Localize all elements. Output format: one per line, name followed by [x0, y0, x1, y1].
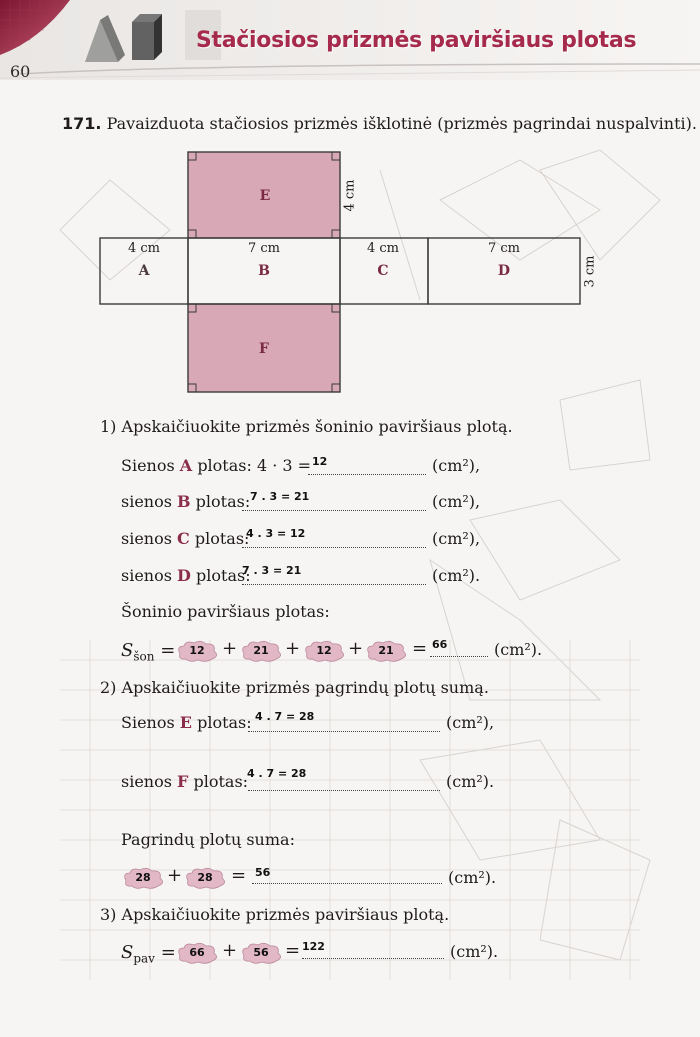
- son-term-4: [365, 640, 407, 662]
- son-unit: (cm²).: [494, 640, 543, 659]
- row-B-letter: B: [177, 492, 191, 511]
- son-term-3: [303, 640, 345, 662]
- row-C-answer-line: [242, 547, 426, 548]
- row-E-answer-line: [248, 731, 440, 732]
- son-term-1-value: 12: [189, 644, 205, 657]
- base-unit: (cm²).: [448, 868, 497, 887]
- pav-answer: 122: [302, 940, 325, 953]
- equals-pav: =: [285, 940, 301, 961]
- page-title: Stačiosios prizmės paviršiaus plotas: [196, 28, 637, 53]
- row-A-label: [121, 456, 311, 475]
- row-D-answer-line: [242, 584, 426, 585]
- base-term-2: [184, 867, 226, 889]
- row-D-letter: D: [177, 566, 191, 585]
- row-C-answer: 4 . 3 = 12: [246, 527, 306, 540]
- row-A-answer: 12: [312, 455, 328, 468]
- row-F-label: [121, 772, 248, 791]
- face-E-letter: E: [259, 188, 271, 204]
- row-B-label: [121, 492, 250, 511]
- part2-title: 2) Apskaičiuokite prizmės pagrindų plotų sumą.: [100, 678, 489, 697]
- plus-2: +: [285, 638, 301, 659]
- base-term-1-value: 28: [135, 871, 151, 884]
- equals-base: =: [231, 865, 247, 886]
- son-term-4-value: 21: [378, 644, 394, 657]
- row-D-suffix: plotas:: [196, 566, 251, 585]
- equals-son: =: [412, 638, 428, 659]
- row-A-prefix: Sienos: [121, 456, 175, 475]
- row-B-answer: 7 . 3 = 21: [250, 490, 310, 503]
- row-B-answer-line: [242, 510, 426, 511]
- face-E-dim: 4 cm: [342, 179, 358, 212]
- row-F-unit: (cm²).: [446, 772, 495, 791]
- row-C-suffix: plotas:: [194, 529, 250, 548]
- row-D-answer: 7 . 3 = 21: [242, 564, 302, 577]
- sum-son-s: S: [121, 640, 134, 661]
- row-E-suffix: plotas:: [197, 713, 252, 732]
- pav-answer-line: [302, 958, 444, 959]
- row-F-prefix: sienos: [121, 772, 172, 791]
- pav-unit: (cm²).: [450, 942, 499, 961]
- row-A-answer-line: [308, 474, 426, 475]
- row-A-expr: 4 · 3 =: [256, 456, 312, 475]
- row-D-label: [121, 566, 251, 585]
- row-A-unit: (cm²),: [432, 456, 481, 475]
- task-text: Pavaizduota stačiosios prizmės išklotinė (prizmės pagrindai nuspalvinti).: [106, 114, 697, 133]
- row-C-prefix: sienos: [121, 529, 172, 548]
- row-D-prefix: sienos: [121, 566, 172, 585]
- sum-pav-symbol: $S_{pav}$ =: [121, 942, 176, 966]
- part1-title: 1) Apskaičiuokite prizmės šoninio paviršiaus plotą.: [100, 417, 513, 436]
- base-term-1: [122, 867, 164, 889]
- row-B-suffix: plotas:: [195, 492, 251, 511]
- height-dim: 3 cm: [582, 255, 598, 288]
- son-answer: 66: [432, 638, 448, 651]
- row-F-suffix: plotas:: [193, 772, 249, 791]
- face-A-dim: 4 cm: [127, 241, 160, 256]
- plus-pav: +: [222, 940, 238, 961]
- plus-1: +: [222, 638, 238, 659]
- sum-son-symbol: $S_{šon}$ =: [121, 640, 176, 664]
- face-B-letter: B: [258, 263, 270, 279]
- row-B-unit: (cm²),: [432, 492, 481, 511]
- row-C-label: [121, 529, 249, 548]
- face-A-letter: A: [138, 263, 150, 279]
- pav-term-1-value: 66: [189, 946, 205, 959]
- base-term-2-value: 28: [197, 871, 213, 884]
- row-E-label: [121, 713, 252, 732]
- sum-pav-s: S: [121, 942, 134, 963]
- task-number: 171.: [62, 114, 102, 133]
- row-E-answer: 4 . 7 = 28: [255, 710, 315, 723]
- page-number: 60: [10, 62, 31, 81]
- face-C-letter: C: [377, 263, 389, 279]
- plus-3: +: [348, 638, 364, 659]
- face-B-dim: 7 cm: [247, 241, 280, 256]
- sum-son-sub: šon: [133, 649, 155, 664]
- part3-title: 3) Apskaičiuokite prizmės paviršiaus plotą.: [100, 905, 450, 924]
- son-term-2: [240, 640, 282, 662]
- face-C-dim: 4 cm: [366, 241, 399, 256]
- row-C-letter: C: [177, 529, 190, 548]
- row-C-unit: (cm²),: [432, 529, 481, 548]
- face-D-letter: D: [497, 263, 511, 279]
- sum-pav-sub: pav: [133, 951, 155, 966]
- row-F-answer: 4 . 7 = 28: [247, 767, 307, 780]
- son-term-1: [176, 640, 218, 662]
- base-answer-line: [252, 883, 442, 884]
- row-E-letter: E: [179, 713, 192, 732]
- row-F-answer-line: [248, 790, 440, 791]
- row-A-letter: A: [179, 456, 193, 475]
- part2-sum-title: Pagrindų plotų suma:: [121, 830, 295, 849]
- son-term-3-value: 12: [316, 644, 332, 657]
- row-E-prefix: Sienos: [121, 713, 175, 732]
- row-A-suffix: plotas:: [197, 456, 252, 475]
- pav-term-2-value: 56: [253, 946, 269, 959]
- row-D-unit: (cm²).: [432, 566, 481, 585]
- base-answer: 56: [255, 866, 271, 879]
- part1-sum-title: Šoninio paviršiaus plotas:: [121, 602, 330, 621]
- pav-term-2: [240, 942, 282, 964]
- pav-term-1: [176, 942, 218, 964]
- row-B-prefix: sienos: [121, 492, 172, 511]
- row-E-unit: (cm²),: [446, 713, 495, 732]
- face-D-dim: 7 cm: [487, 241, 520, 256]
- face-F-letter: F: [259, 341, 269, 357]
- son-term-2-value: 21: [253, 644, 269, 657]
- row-F-letter: F: [177, 772, 189, 791]
- son-answer-line: [430, 656, 488, 657]
- plus-base: +: [167, 865, 183, 886]
